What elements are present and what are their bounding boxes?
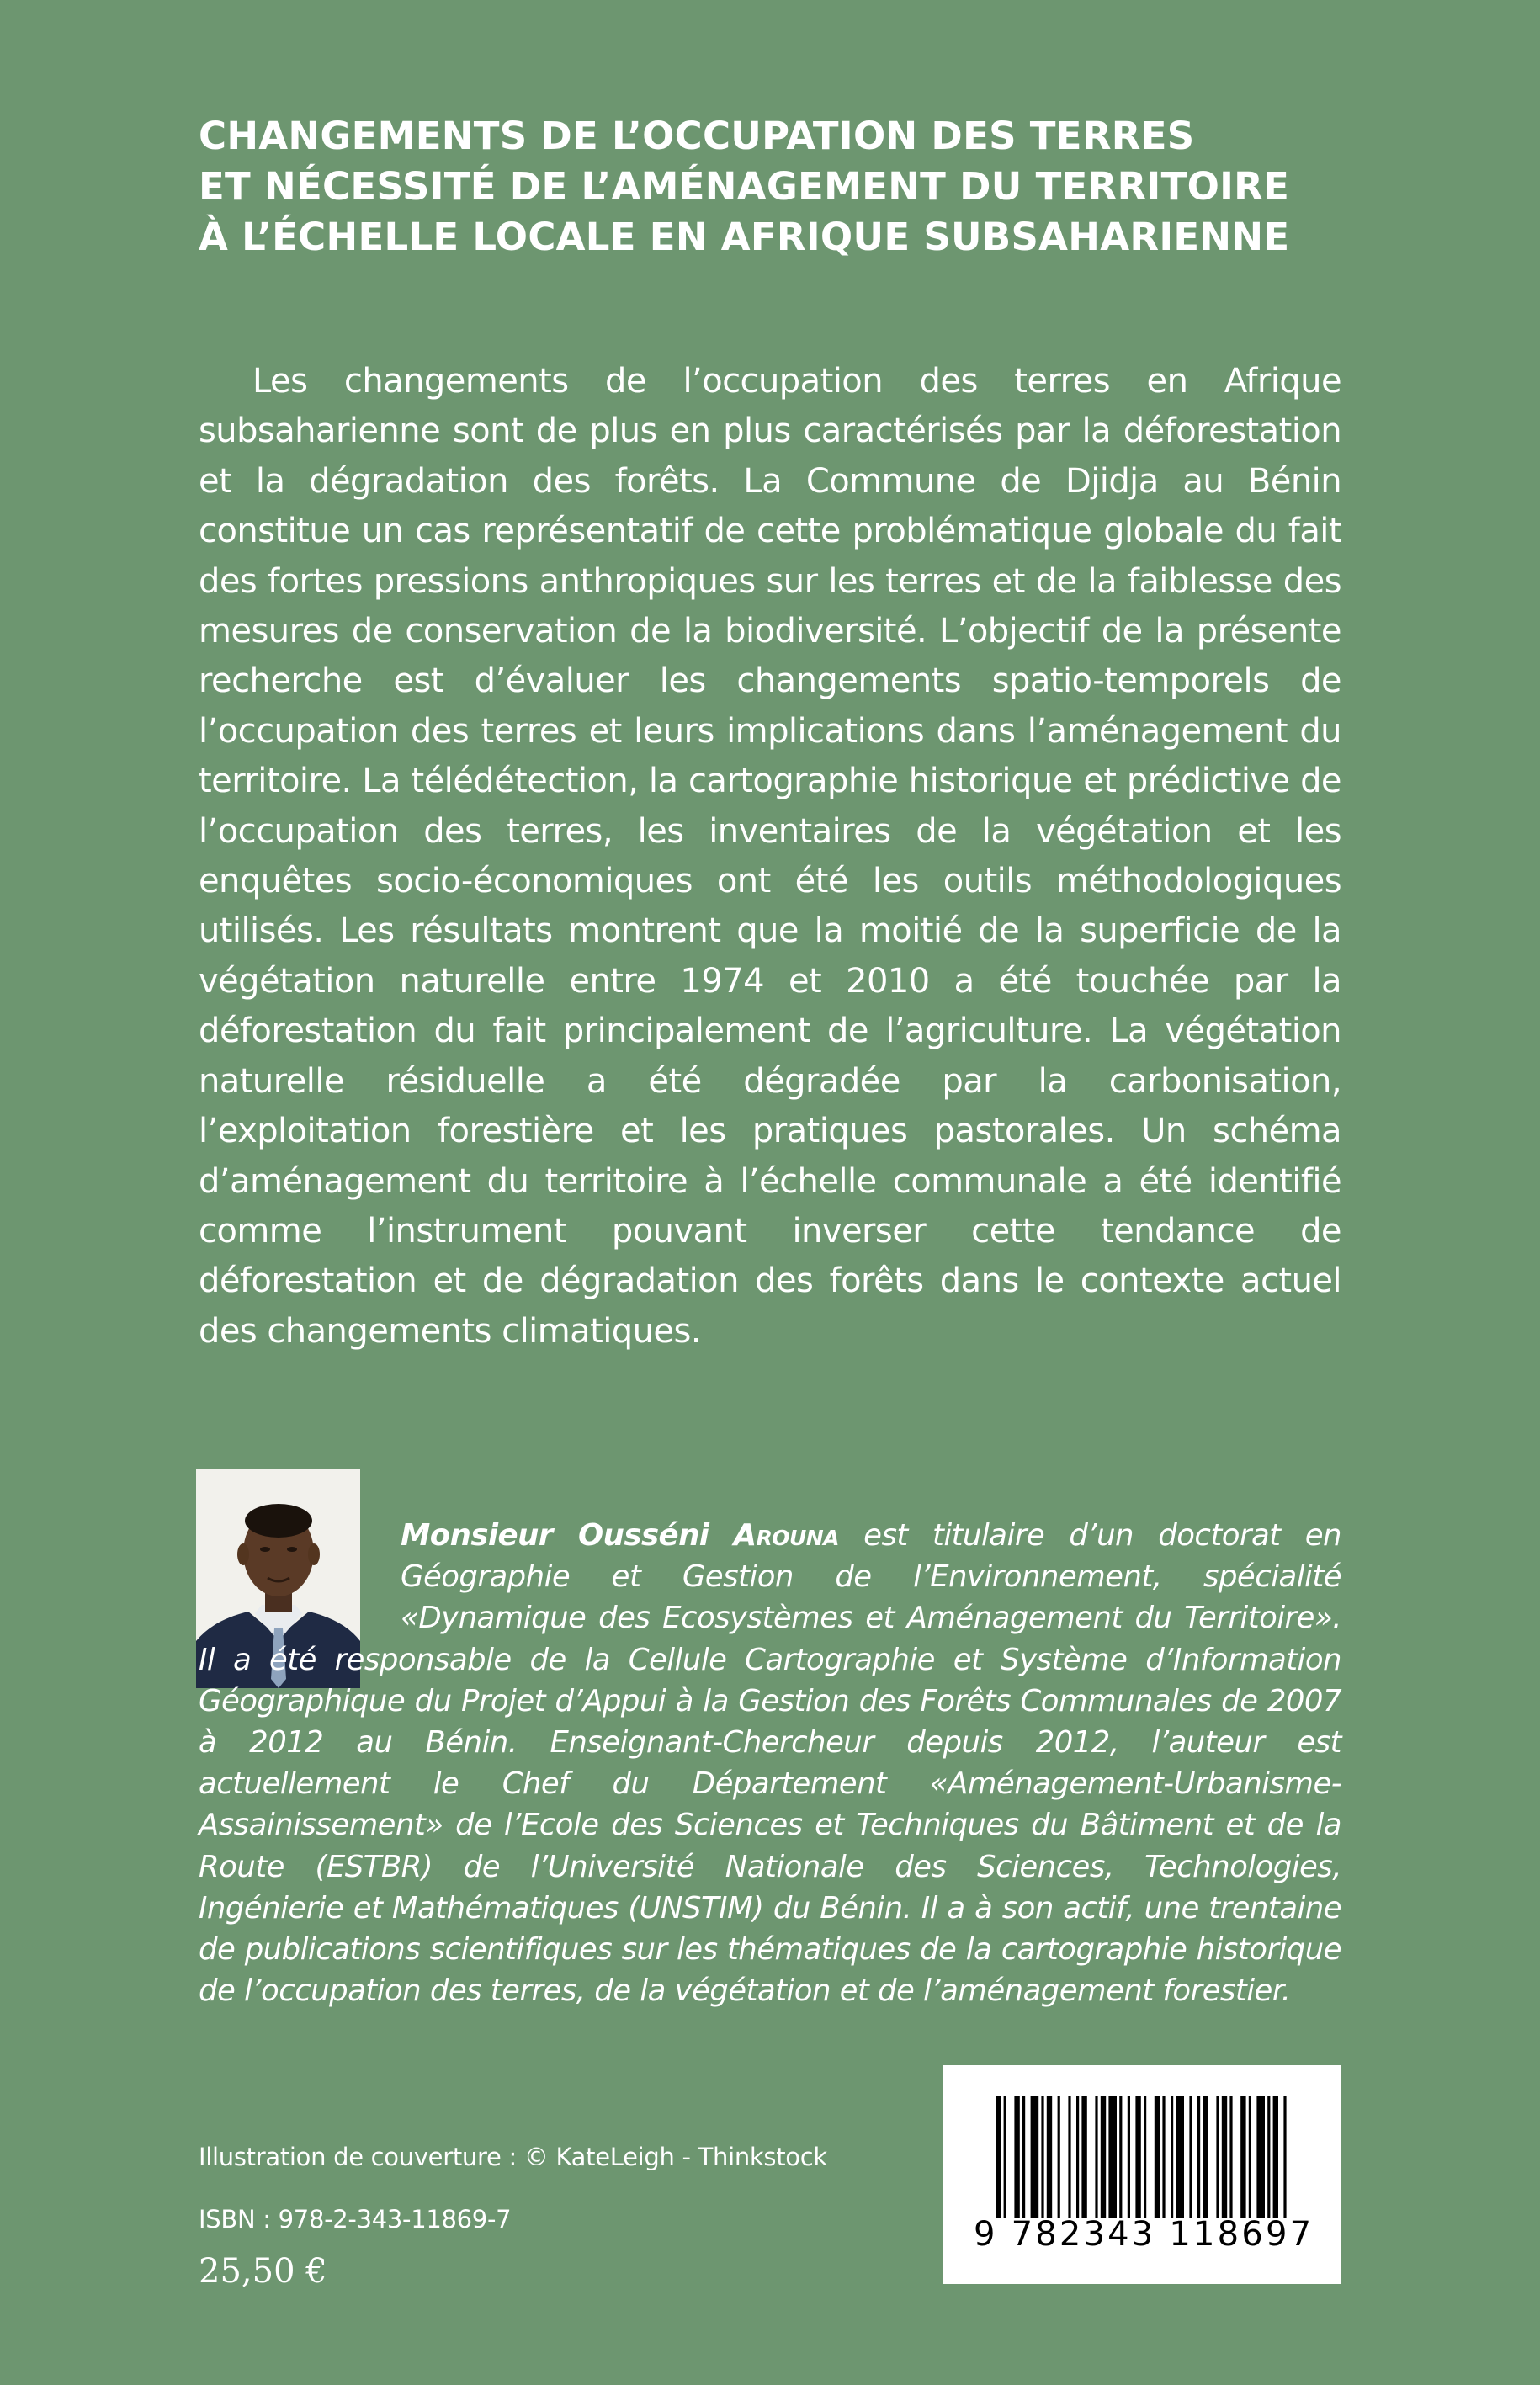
barcode-bar xyxy=(1189,2096,1192,2218)
barcode-bar xyxy=(1135,2096,1140,2218)
author-surname: Arouna xyxy=(733,1518,839,1553)
barcode-bar xyxy=(1197,2096,1200,2218)
barcode-bar xyxy=(1081,2096,1086,2218)
isbn: ISBN : 978-2-343-11869-7 xyxy=(199,2205,512,2234)
barcode-bar xyxy=(1004,2096,1006,2218)
barcode-bar xyxy=(1068,2096,1070,2218)
barcode-bar xyxy=(1216,2096,1219,2218)
barcode-bar xyxy=(1240,2096,1245,2218)
barcode-bar xyxy=(1144,2096,1146,2218)
barcode-bar xyxy=(1249,2096,1251,2218)
barcode-bar xyxy=(1022,2096,1025,2218)
book-title xyxy=(199,111,1402,263)
title-line-1: CHANGEMENTS DE L’OCCUPATION DES TERRES xyxy=(199,114,1195,158)
title-line-3: À L’ÉCHELLE LOCALE EN AFRIQUE SUBSAHARIENNE xyxy=(199,215,1290,259)
price: 25,50 € xyxy=(199,2252,327,2291)
title-line-2: ET NÉCESSITÉ DE L’AMÉNAGEMENT DU TERRITOIRE xyxy=(199,164,1290,209)
barcode-bar xyxy=(1155,2096,1160,2218)
photo-spacer xyxy=(199,1469,401,1628)
barcode-bar xyxy=(1047,2096,1052,2218)
author-name: Monsieur Ousséni xyxy=(401,1518,709,1553)
barcode-bar xyxy=(1273,2096,1278,2218)
barcode-bar xyxy=(1076,2096,1079,2218)
barcode-bars xyxy=(996,2096,1290,2218)
barcode-bar xyxy=(1041,2096,1043,2218)
barcode-bar xyxy=(1222,2096,1227,2218)
barcode-bar xyxy=(1101,2096,1106,2218)
barcode-bar xyxy=(1108,2096,1117,2218)
barcode-bar xyxy=(1171,2096,1173,2218)
barcode-bar xyxy=(996,2096,1001,2218)
book-summary: Les changements de l’occupation des terres en Afrique subsaharienne sont de plus en plus caractérisés par la déforestation et la dégradation des forêts. La Commune de Djidja au Bénin constitue un cas représentatif de cette problématique globale du fait des fortes pressions anthropiques sur les terres et de la faiblesse des mesures de conservation de la biodiversité. L’objectif de la présente recherche est d’évaluer les changements spatio-temporels de l’occupation des terres et leurs implications dans l’aménagement du territoire. La télédétection, la cartographie historique et prédictive de l’occupation des terres, les inventaires de la végétation et les enquêtes socio-économiques ont été les outils méthodologiques utilisés. Les résultats montrent que la moitié de la superficie de la végétation naturelle entre 1974 et 2010 a été touchée par la déforestation du fait principalement de l’agriculture. La végétation naturelle résiduelle a été dégradée par la carbonisation, l’exploitation forestière et les pratiques pastorales. Un schéma d’aménagement du territoire à l’échelle communale a été identifié comme l’instrument pouvant inverser cette tendance de déforestation et de dégradation des forêts dans le contexte actuel des changements climatiques. xyxy=(199,362,1341,1351)
barcode-digits: 9 782343 118697 xyxy=(974,2215,1314,2254)
cover-credit: Illustration de couverture : © KateLeigh - Thinkstock xyxy=(199,2143,827,2171)
barcode-bar xyxy=(1203,2096,1208,2218)
barcode-bar xyxy=(1014,2096,1019,2218)
barcode-bar xyxy=(1119,2096,1122,2218)
barcode-bar xyxy=(1267,2096,1270,2218)
barcode-bar xyxy=(1176,2096,1184,2218)
barcode-bar xyxy=(1058,2096,1060,2218)
barcode-bar xyxy=(1162,2096,1165,2218)
barcode-bar xyxy=(1095,2096,1097,2218)
author-bio xyxy=(199,1515,1341,2011)
author-bio-text: est titulaire d’un doctorat en Géographie et Gestion de l’Environnement, spécialité «Dynamique des Ecosystèmes et Aménagement du Territoire». Il a été responsable de la Cellule Cartographie et Système d’Information Géographique du Projet d’Appui à la Gestion des Forêts Communales de 2007 à 2012 au Bénin. Enseignant-Chercheur depuis 2012, l’auteur est actuellement le Chef du Département «Aménagement-Urbanisme-Assainissement» de l’Ecole des Sciences et Techniques du Bâtiment et de la Route (ESTBR) de l’Université Nationale des Sciences, Technologies, Ingénierie et Mathématiques (UNSTIM) du Bénin. Il a à son actif, une trentaine de publications scientifiques sur les thématiques de la cartographie historique de l’occupation des terres, de la végétation et de l’aménagement forestier. xyxy=(199,1518,1341,2009)
barcode-bar xyxy=(1229,2096,1232,2218)
barcode xyxy=(943,2065,1341,2284)
barcode-bar xyxy=(1283,2096,1286,2218)
barcode-bar xyxy=(1256,2096,1265,2218)
barcode-bar xyxy=(1128,2096,1130,2218)
barcode-bar xyxy=(1031,2096,1039,2218)
